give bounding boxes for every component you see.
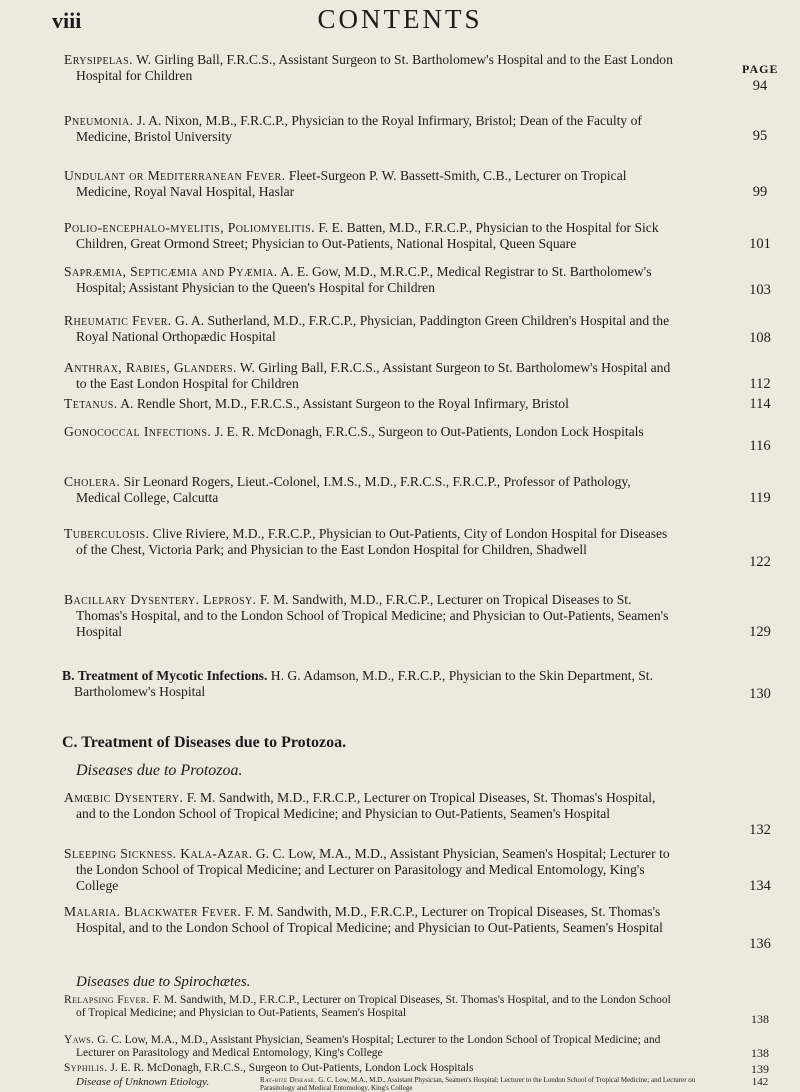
entry-term: Rat-bite Disease. [260,1076,317,1084]
page-title: CONTENTS [317,4,483,34]
entry-page: 103 [749,282,771,298]
toc-entry [64,220,676,252]
entry-term: Malaria. Blackwater Fever. [64,904,242,919]
section-c-heading: C. Treatment of Diseases due to Protozoa. [62,734,347,751]
entry-term: Cholera. [64,474,121,489]
entry-term: Erysipelas. [64,52,133,67]
entry-text: A. E. Gow, M.D., M.R.C.P., Medical Registrar to St. Bartholomew's Hospital; Assistant Physician to the Queen's Hospital for Children [76,264,652,295]
entry-term: Gonococcal Infections. [64,424,212,439]
entry-text: F. M. Sandwith, M.D., F.R.C.P., Lecturer on Tropical Diseases to St. Thomas's Hospital, and to the London School of Tropical Medicine; and Physician to Out-Patients, Seamen's Hospital [76,592,669,639]
entry-term: Relapsing Fever. [64,994,150,1006]
toc-entry [64,526,676,558]
entry-page: 116 [749,438,771,454]
entry-text: F. E. Batten, M.D., F.R.C.P., Physician to the Hospital for Sick Children, Great Ormond Street; Physician to Out-Patients, National Hospital, Queen Square [76,220,659,251]
entry-page: 94 [752,78,768,94]
entry-text: G. A. Sutherland, M.D., F.R.C.P., Physician, Paddington Green Children's Hospital and the Royal National Orthopædic Hospital [76,313,670,344]
toc-entry [64,113,676,145]
subheading-protozoa: Diseases due to Protozoa. [76,762,243,779]
section-b-label: B. Treatment of Mycotic Infections. [62,668,268,683]
entry-page: 101 [749,236,771,252]
toc-entry [64,52,676,84]
toc-entry [64,474,676,506]
toc-entry [64,790,676,822]
toc-entry [64,846,676,894]
toc-entry [64,904,676,936]
toc-entry [64,313,676,345]
section-b-entry [62,668,688,700]
entry-term: Bacillary Dysentery. Leprosy. [64,592,257,607]
entry-page: 99 [752,184,768,200]
entry-term: Anthrax, Rabies, Glanders. [64,360,237,375]
entry-page: 114 [749,396,771,412]
entry-text: J. E. R. McDonagh, F.R.C.S., Surgeon to Out-Patients, London Lock Hospitals [214,424,644,439]
entry-text: F. M. Sandwith, M.D., F.R.C.P., Lecturer on Tropical Diseases, St. Thomas's Hospital, and to the London School of Tropical Medicine; and Physician to Out-Patients, Seamen's Hospital [76,904,663,935]
entry-text: W. Girling Ball, F.R.C.S., Assistant Surgeon to St. Bartholomew's Hospital and to the East London Hospital for Children [76,360,671,391]
entry-page: 108 [749,330,771,346]
entry-page: 132 [749,822,771,838]
entry-term: Sapræmia, Septicæmia and Pyæmia. [64,264,278,279]
entry-text: F. M. Sandwith, M.D., F.R.C.P., Lecturer on Tropical Diseases, St. Thomas's Hospital, and to the London School of Tropical Medicine; and Physician to Out-Patients, Seamen's Hospital [76,994,671,1019]
entry-page: 138 [751,1012,769,1026]
toc-entry [64,264,676,296]
entry-text: J. A. Nixon, M.B., F.R.C.P., Physician to the Royal Infirmary, Bristol; Dean of the Faculty of Medicine, Bristol University [76,113,642,144]
entry-page: 136 [749,936,771,952]
toc-entry [64,592,676,640]
entry-text: Clive Riviere, M.D., F.R.C.P., Physician to Out-Patients, City of London Hospital for Diseases of the Chest, Victoria Park; and Physician to the East London Hospital for Children, Shadwell [76,526,668,557]
toc-entry [64,424,676,440]
entry-term: Sleeping Sickness. Kala-Azar. [64,846,253,861]
entry-page: 129 [749,624,771,640]
entry-page: 95 [752,128,768,144]
entry-term: Tetanus. [64,396,118,411]
entry-page: 119 [749,490,771,506]
entry-term: Pneumonia. [64,113,134,128]
toc-entry [64,360,676,392]
entry-text: A. Rendle Short, M.D., F.R.C.S., Assistant Surgeon to the Royal Infirmary, Bristol [120,396,569,411]
entry-page: 139 [751,1062,769,1076]
entry-text: G. C. Low, M.A., M.D., Assistant Physician, Seamen's Hospital; Lecturer to the London School of Tropical Medicine; and Lecturer on Parasitology and Medical Entomology, King's College [76,1034,661,1059]
page-number: viii [52,8,82,33]
toc-entry [64,396,676,412]
entry-term: Undulant or Mediterranean Fever. [64,168,286,183]
entry-text: H. G. Adamson, M.D., F.R.C.P., Physician to the Skin Department, St. Bartholomew's Hospital [74,668,653,699]
entry-term: Amœbic Dysentery. [64,790,184,805]
entry-term: Yaws. [64,1034,95,1046]
entry-page: 138 [751,1046,769,1060]
entry-text: Sir Leonard Rogers, Lieut.-Colonel, I.M.S., M.D., F.R.C.S., F.R.C.P., Professor of Pathology, Medical College, Calcutta [76,474,631,505]
entry-term: Tuberculosis. [64,526,150,541]
entry-page: 142 [751,1076,769,1088]
toc-entry [64,168,676,200]
entry-page: 134 [749,878,771,894]
entry-text: J. E. R. McDonagh, F.R.C.S., Surgeon to Out-Patients, London Lock Hospitals [110,1062,474,1074]
page-column-label: PAGE [742,62,779,76]
entry-text: G. C. Low, M.A., M.D., Assistant Physician, Seamen's Hospital; Lecturer to the London School of Tropical Medicine; and Lecturer on Parasitology and Medical Entomology, King's College [76,846,670,893]
entry-text: W. Girling Ball, F.R.C.S., Assistant Surgeon to St. Bartholomew's Hospital and to the East London Hospital for Children [76,52,673,83]
subheading-spirochaetes: Diseases due to Spirochætes. [76,974,251,990]
subheading-unknown: Disease of Unknown Etiology. [76,1076,210,1088]
entry-term: Rheumatic Fever. [64,313,172,328]
entry-page: 122 [749,554,771,570]
entry-text: F. M. Sandwith, M.D., F.R.C.P., Lecturer on Tropical Diseases, St. Thomas's Hospital, and to the London School of Tropical Medicine; and Physician to Out-Patients, Seamen's Hospital [76,790,656,821]
entry-text: Fleet-Surgeon P. W. Bassett-Smith, C.B., Lecturer on Tropical Medicine, Royal Naval Hospital, Haslar [76,168,627,199]
entry-term: Polio-encephalo-myelitis, Poliomyelitis. [64,220,315,235]
entry-page: 112 [749,376,771,392]
entry-page: 130 [749,686,771,702]
entry-text: G. C. Low, M.A., M.D., Assistant Physician, Seamen's Hospital; Lecturer to the London School of Tropical Medicine; and Lecturer on Parasitology and Medical Entomology, King's College [260,1076,696,1092]
entry-term: Syphilis. [64,1062,108,1074]
